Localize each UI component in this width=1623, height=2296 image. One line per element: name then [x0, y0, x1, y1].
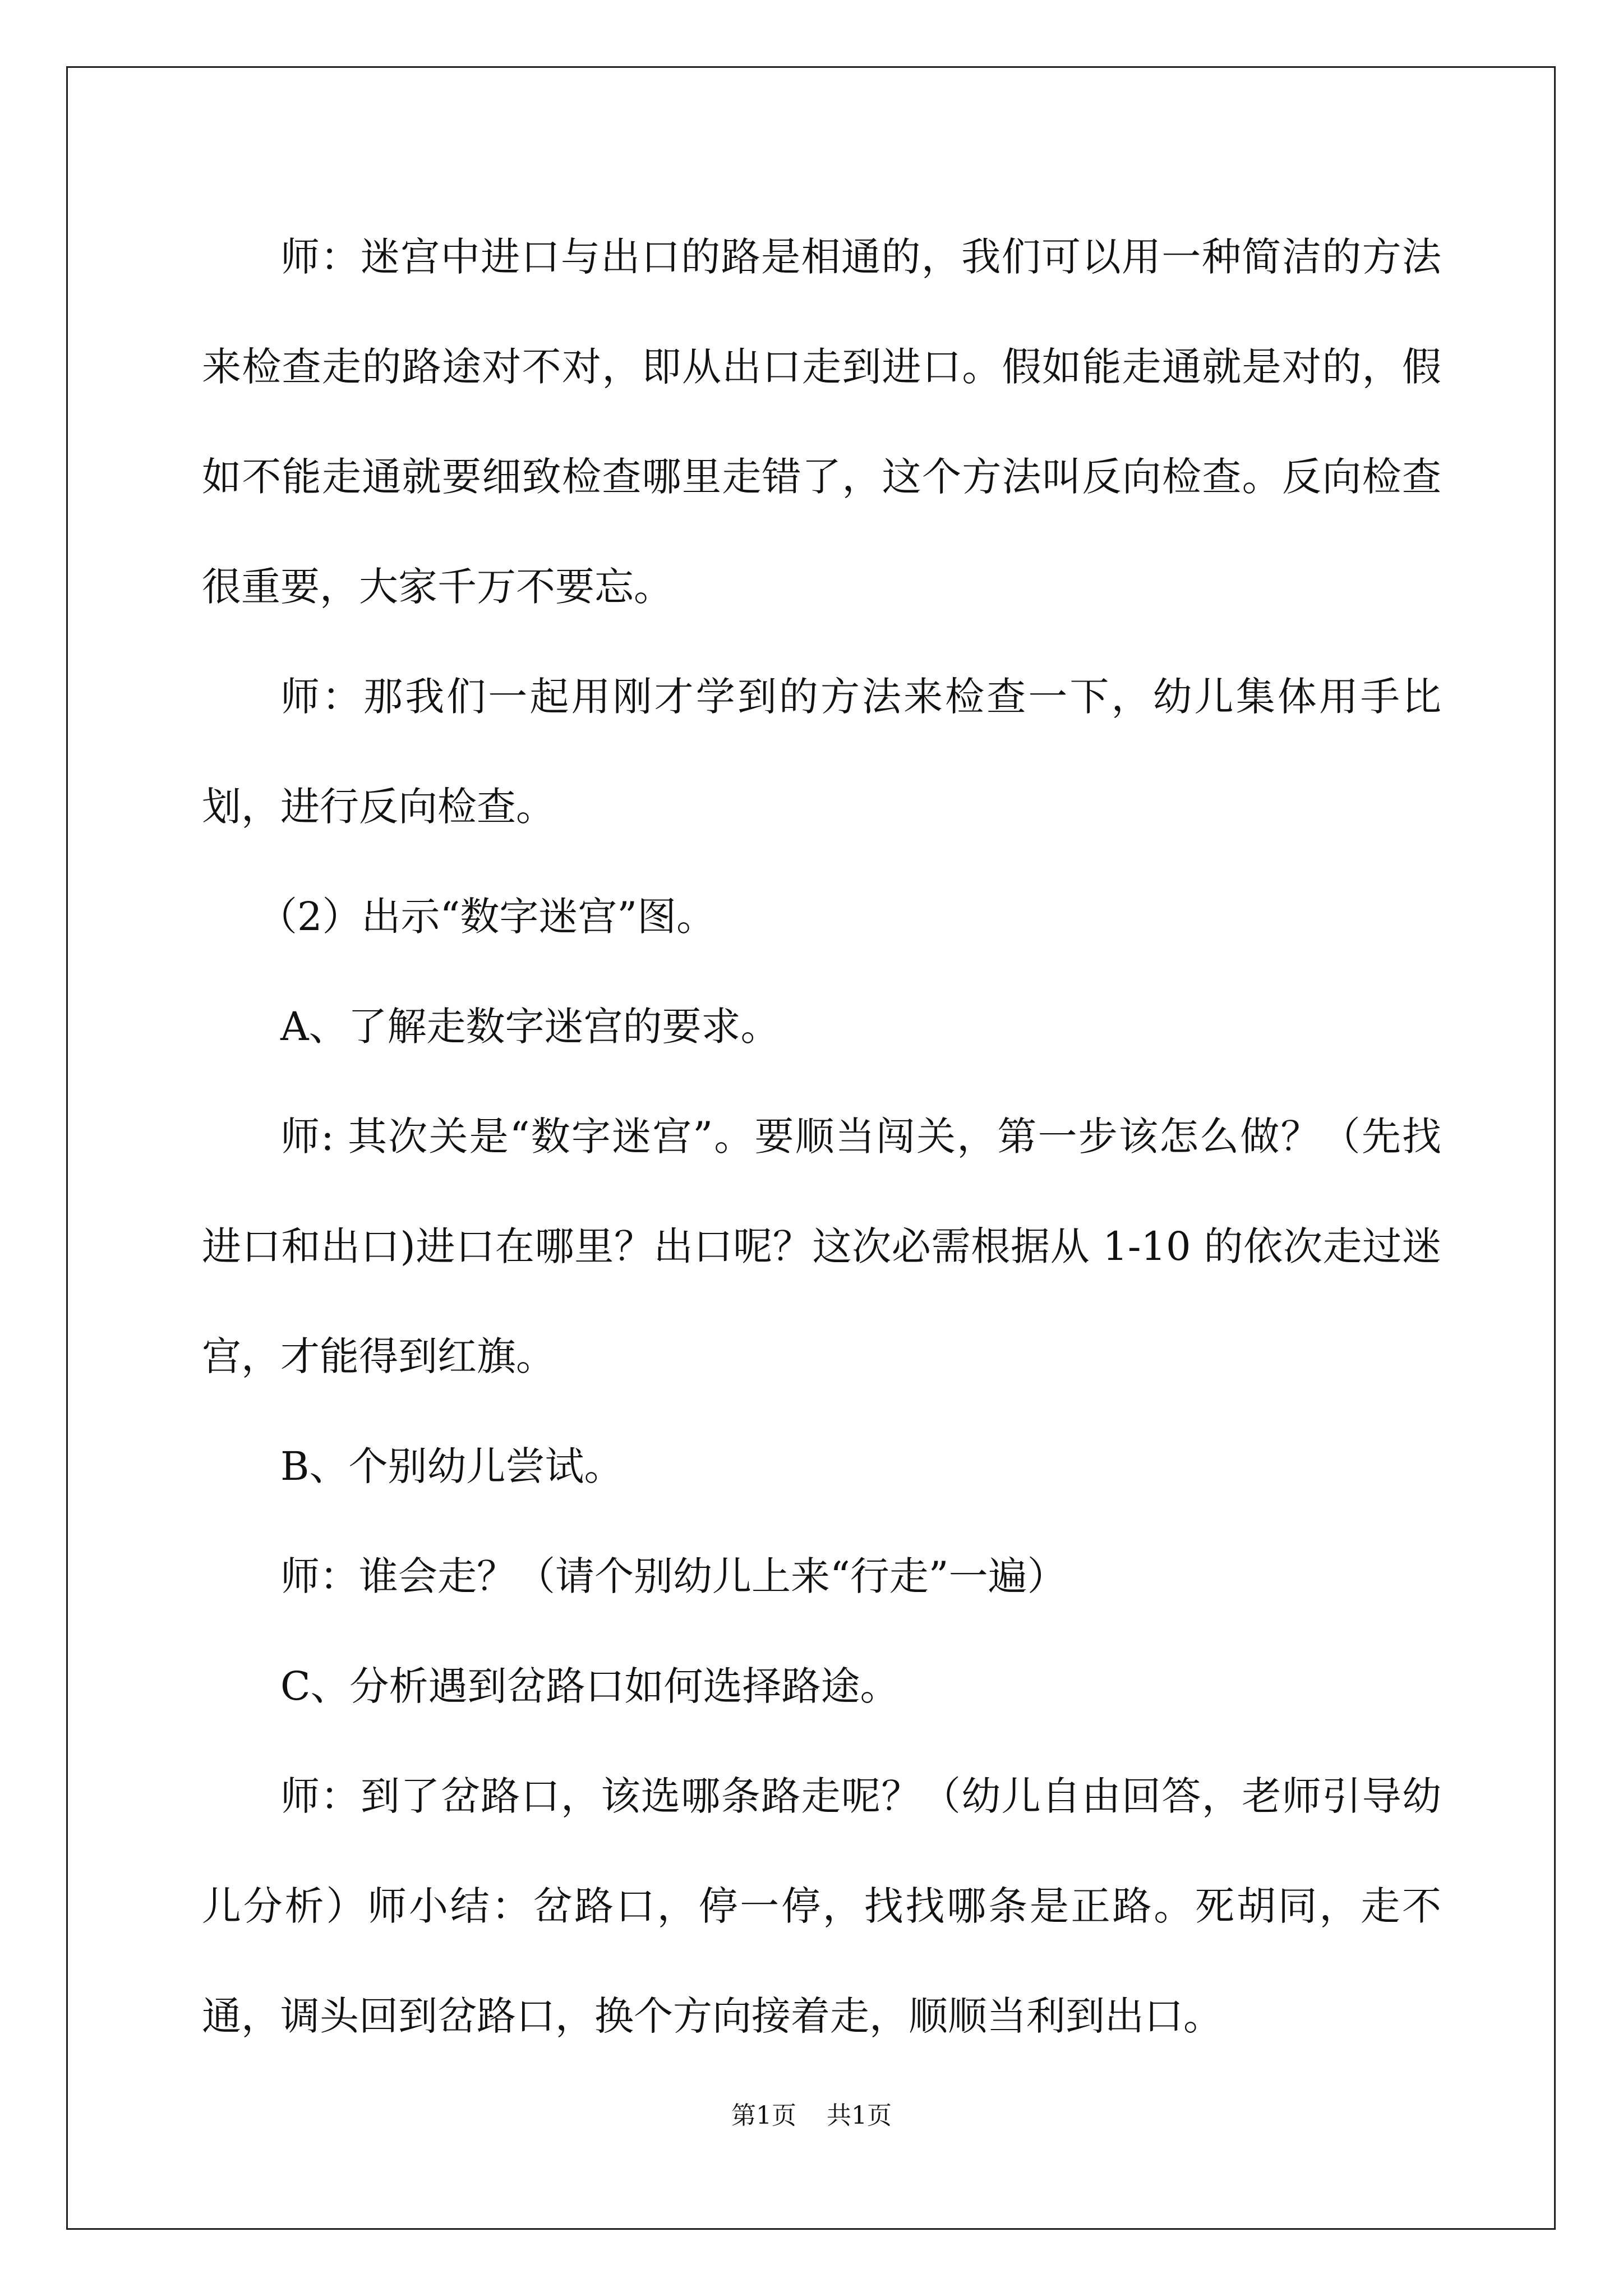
document-body	[202, 202, 1441, 2071]
paragraph: 师：到了岔路口，该选哪条路走呢？（幼儿自由回答，老师引导幼儿分析）师小结：岔路口，停一停，找找哪条是正路。死胡同，走不通，调头回到岔路口，换个方向接着走，顺顺当利到出口。	[202, 1773, 1441, 2039]
paragraph: A、了解走数字迷宫的要求。	[280, 1004, 780, 1050]
page-total: 共1页	[827, 2101, 892, 2130]
paragraph: 师：迷宫中进口与出口的路是相通的，我们可以用一种简洁的方法来检查走的路途对不对，即从出口走到进口。假如能走通就是对的，假如不能走通就要细致检查哪里走错了，这个方法叫反向检查。反向检查很重要，大家千万不要忘。	[202, 234, 1441, 610]
paragraph: 师: 其次关是“数字迷宫”。要顺当闯关，第一步该怎么做？（先找进口和出口)进口在哪里？出口呢？这次必需根据从 1-10 的依次走过迷宫，才能得到红旗。	[202, 1114, 1441, 1379]
paragraph: 师：那我们一起用刚才学到的方法来检查一下，幼儿集体用手比划，进行反向检查。	[202, 674, 1441, 830]
paragraph: （2）出示“数字迷宫”图。	[258, 894, 716, 940]
paragraph: 师：谁会走？（请个别幼儿上来“行走”一遍）	[280, 1553, 1067, 1599]
paragraph: B、个别幼儿尝试。	[280, 1443, 624, 1489]
page-number: 第1页	[731, 2101, 796, 2130]
paragraph: C、分析遇到岔路口如何选择路途。	[280, 1663, 900, 1709]
page-footer	[0, 2099, 1623, 2133]
